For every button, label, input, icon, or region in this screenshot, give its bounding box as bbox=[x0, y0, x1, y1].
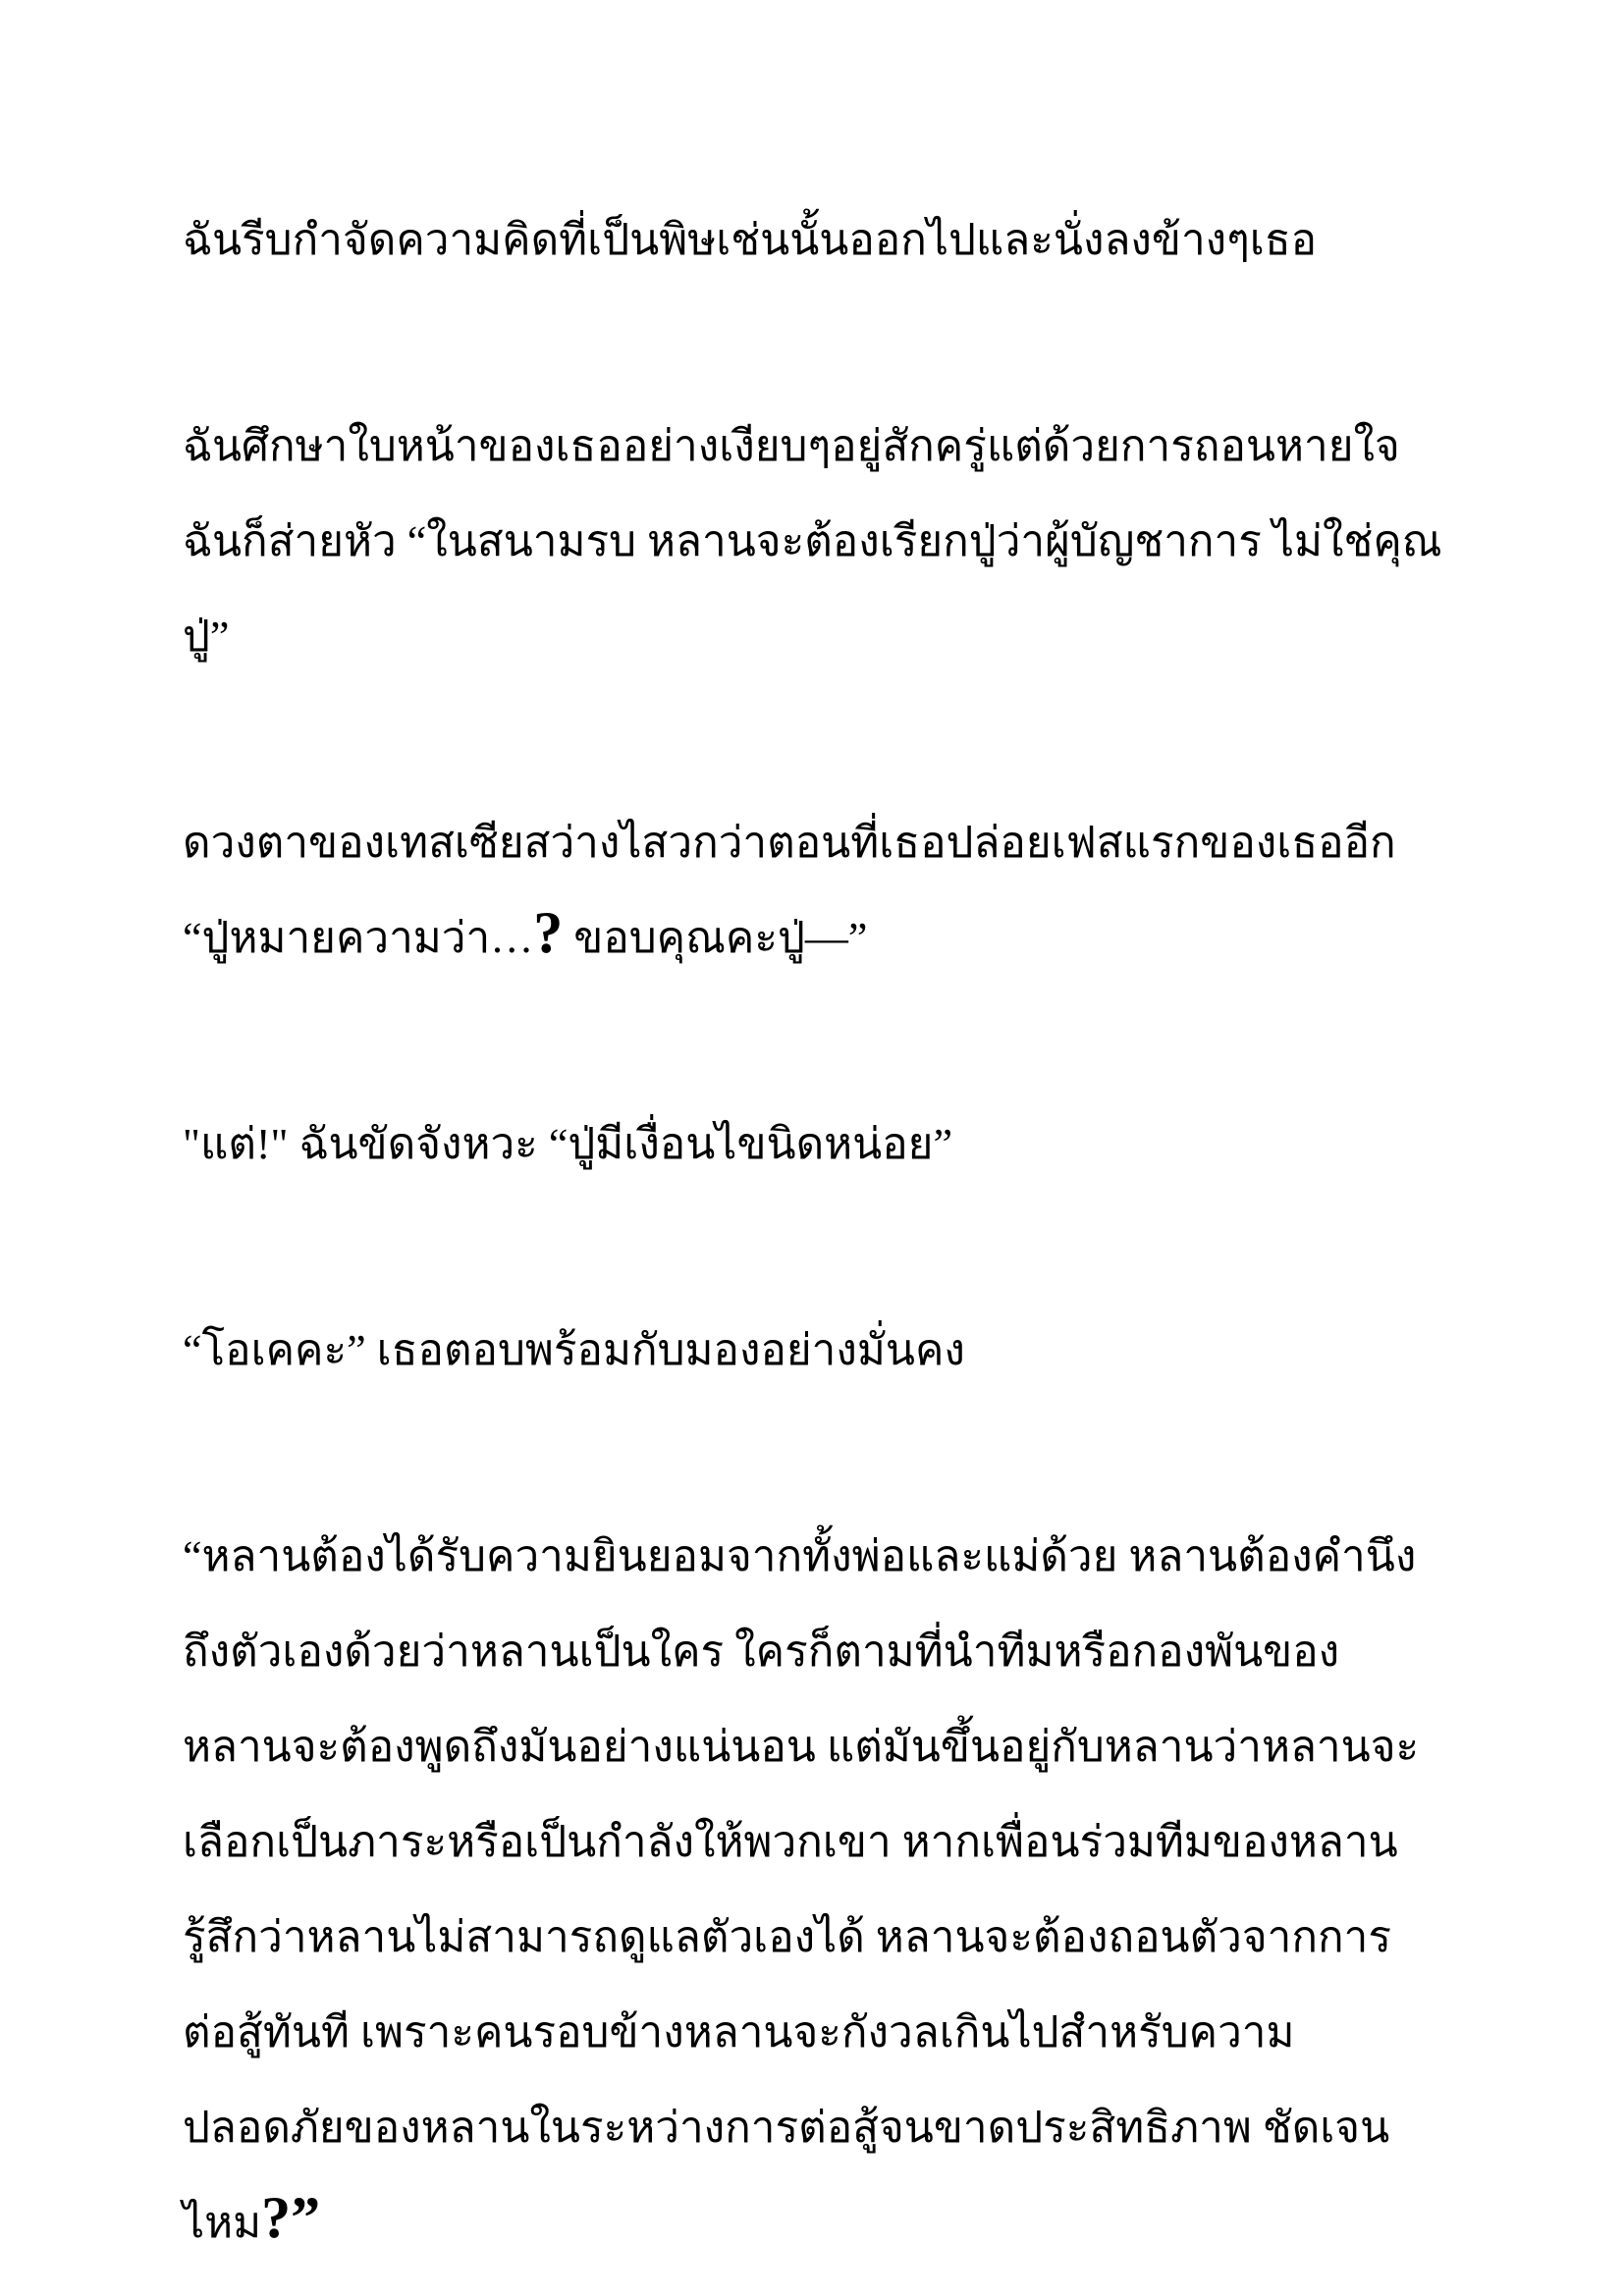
paragraph bbox=[183, 1303, 1443, 1398]
emphasized-question-mark: ?” bbox=[261, 2185, 321, 2250]
text-run: ฉันศึกษาใบหน้าของเธออย่างเงียบๆอยู่สักครู่แต่ด้วยการถอนหายใจฉันก็ส่ายหัว “ในสนามรบ หลานจะต้องเรียกปู่ว่าผู้บัญชาการ ไม่ใช่คุณปู่” bbox=[183, 422, 1442, 661]
paragraph bbox=[183, 1096, 1443, 1192]
text-body bbox=[183, 192, 1443, 2270]
paragraph bbox=[183, 795, 1443, 986]
text-run: ดวงตาของเทสเซียสว่างไสวกว่าตอนที่เธอปล่อยเฟสแรกของเธออีก “ปู่หมายความว่า… bbox=[183, 819, 1396, 962]
text-run: ขอบคุณคะปู่—” bbox=[563, 914, 868, 962]
text-run: ฉันรีบกำจัดความคิดที่เป็นพิษเช่นนั้นออกไปและนั่งลงข้างๆเธอ bbox=[183, 216, 1318, 264]
paragraph bbox=[183, 192, 1443, 288]
paragraph bbox=[183, 399, 1443, 684]
text-run: “หลานต้องได้รับความยินยอมจากทั้งพ่อและแม่ด้วย หลานต้องคำนึงถึงตัวเองด้วยว่าหลานเป็นใคร ใครก็ตามที่นำทีมหรือกองพันของหลานจะต้องพูดถึงมันอย่างแน่นอน แต่มันขึ้นอยู่กับหลานว่าหลานจะเลือกเป็นภาระหรือเป็นกำลังให้พวกเขา หากเพื่อนร่วมทีมของหลานรู้สึกว่าหลานไม่สามารถดูแลตัวเองได้ หลานจะต้องถอนตัวจากการต่อสู้ทันที เพราะคนรอบข้างหลานจะกังวลเกินไปสำหรับความปลอดภัยของหลานในระหว่างการต่อสู้จนขาดประสิทธิภาพ ชัดเจนไหม bbox=[183, 1532, 1420, 2247]
emphasized-question-mark: ? bbox=[533, 900, 564, 965]
paragraph bbox=[183, 1509, 1443, 2270]
text-run: “โอเคคะ” เธอตอบพร้อมกับมองอย่างมั่นคง bbox=[183, 1326, 965, 1374]
text-run: "แต่!" ฉันขัดจังหวะ “ปู่มีเงื่อนไขนิดหน่อย” bbox=[183, 1120, 952, 1168]
